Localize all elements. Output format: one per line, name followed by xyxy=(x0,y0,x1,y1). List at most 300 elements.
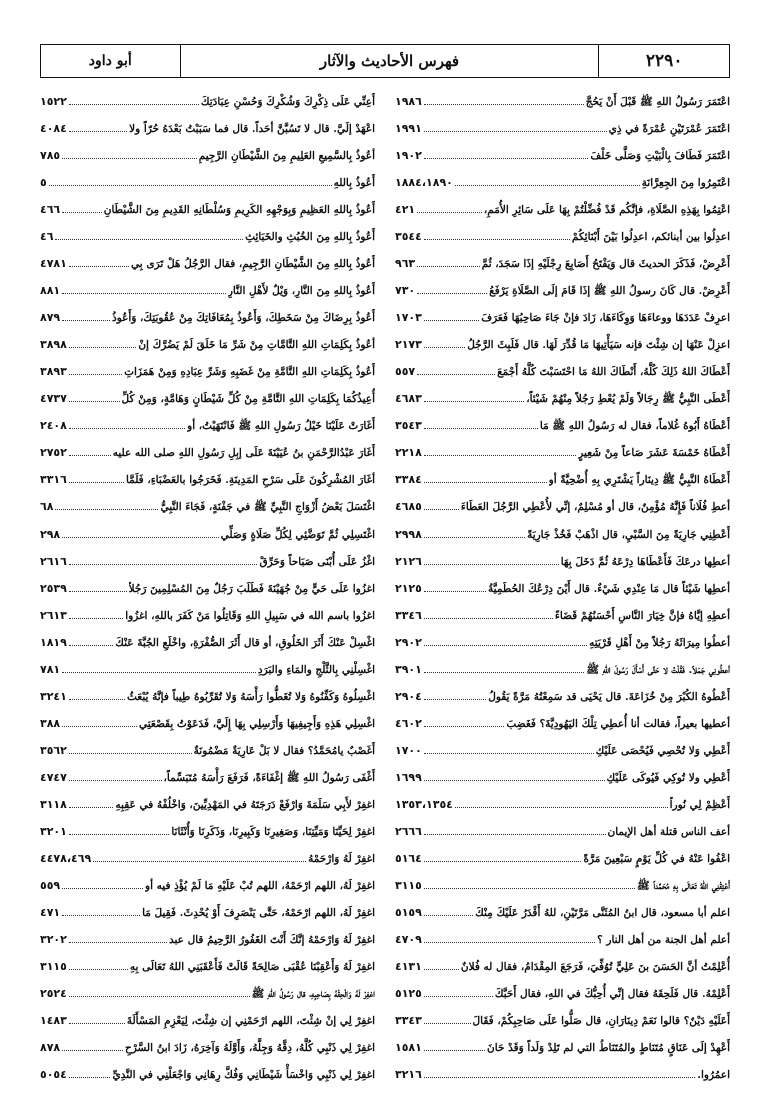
hadith-number: ٤٤٧٨،٤٦٩ xyxy=(40,851,92,865)
hadith-text: أَعْظِمْ لِي نُوراً xyxy=(669,798,730,811)
index-entry xyxy=(40,439,375,466)
index-entry xyxy=(395,493,730,520)
hadith-text: أَعُوذُ بِاللهِ مِنَ الخُبُثِ والخَبَائِثِ xyxy=(245,231,375,244)
leader-dots xyxy=(69,645,113,646)
book-name: أبو داود xyxy=(41,45,181,77)
leader-dots xyxy=(62,672,256,673)
hadith-text: اغفِرْ لَهُ، اللهم ارْحَمْهُ، اللهم تُبْ عَلَيْهِ مَا لَمْ يُؤْذِ فيه أو xyxy=(145,879,375,892)
hadith-text: اغفِرْ لِي ذَنْبِي وَاخْسَأْ شَيْطَانِي وَفُكَّ رِهَانِي وَاجْعَلْنِي في النَّدِيِّ xyxy=(112,1069,375,1082)
index-entry xyxy=(40,818,375,845)
index-entry xyxy=(395,737,730,764)
hadith-number: ٣١١٨ xyxy=(40,797,67,811)
leader-dots xyxy=(424,645,587,646)
hadith-text: أَعُوذُ بِكَلِمَاتِ اللهِ التَّامَّةِ مِنْ غَضَبِهِ وَشَرِّ عِبَادِهِ وَمِنْ هَمَزَاتِ xyxy=(124,366,375,379)
index-entry xyxy=(395,602,730,629)
index-entry xyxy=(40,872,375,899)
hadith-number: ٢٩٠٢ xyxy=(395,635,422,649)
hadith-number: ٧٣٠ xyxy=(395,284,416,298)
leader-dots xyxy=(69,347,136,348)
leader-dots xyxy=(424,104,584,105)
leader-dots xyxy=(49,185,332,186)
hadith-text: اغزُوا باسم الله في سَبِيلِ اللهِ وَقَاتِلُوا مَنْ كَفَرَ باللهِ، اغزُوا xyxy=(125,609,375,622)
hadith-text: اغفِرْ لِي ذَنْبِي كُلَّهُ، دِقَّهُ وَجِلَّهُ، وَأَوَّلَهُ وَآخِرَهُ، زَادَ ابنُ السَّرْحِ xyxy=(124,1042,375,1055)
hadith-text: أَعْطَاهُ النَّبِيُّ ﷺ دِينَاراً يَشْتَرِي بِهِ أُضْحِيَّةً أو xyxy=(548,474,730,487)
hadith-text: اعمُرُوا. xyxy=(697,1069,730,1082)
index-entry xyxy=(395,1034,730,1061)
hadith-number: ٧٨٥ xyxy=(40,149,61,163)
leader-dots xyxy=(417,293,487,294)
index-entry xyxy=(40,656,375,683)
index-entry xyxy=(395,899,730,926)
hadith-number: ٣٣١٦ xyxy=(40,473,67,487)
hadith-text: أعطِهِ إيَّاهُ فإنَّ خِيَارَ النَّاسِ أَحْسَنُهُمْ قَضَاءً xyxy=(554,609,730,622)
hadith-text: اعزِلْ عَنْهَا إن شِئْتَ فإنه سَيَأْتِيهَا مَا قُدِّرَ لَهَا. قال فَلَبِثَ الرَّجُلُ xyxy=(467,339,730,352)
leader-dots xyxy=(69,591,127,592)
hadith-number: ٣٥٤٣ xyxy=(395,419,422,433)
leader-dots xyxy=(69,807,114,808)
hadith-text: أَعْلِمْهُ. قال فَلَحِقَهُ فقال إنِّي أُحِبُّكَ في اللهِ، فقال أَحَبَّكَ xyxy=(494,988,730,1001)
hadith-text: أَعْطَاهُ خَمْسَةَ عَشَرَ صَاعاً مِنْ شَعِيرٍ xyxy=(578,447,730,460)
hadith-text: أعطُوا مِيرَاثَهُ رَجُلاً مِنْ أَهْلِ قَرْيَتِهِ xyxy=(589,636,730,649)
hadith-number: ٤٢١ xyxy=(395,203,416,217)
index-entry xyxy=(395,521,730,548)
leader-dots xyxy=(93,861,306,862)
hadith-number: ٩٦٣ xyxy=(395,257,416,271)
hadith-text: أعطِ فُلَاناً فَإِنَّهُ مُؤْمِنٌ، قال أو مُسْلِمٌ، إنِّي لأُعْطِي الرَّجُلَ العَطَاءَ xyxy=(460,501,730,514)
hadith-text: اعْتَمِرُوا مِنَ الجِعِرَّانَةِ xyxy=(641,177,730,190)
hadith-number: ١٣٥٣،١٣٥٤ xyxy=(395,797,453,811)
hadith-number: ٣٣٤٦ xyxy=(395,608,422,622)
hadith-text: أعطُونِي جَمَلاً. فَقُلْتُ لا حَتَّى أَسْأَلَ رَسُولَ اللهِ ﷺ xyxy=(586,663,730,676)
index-entry xyxy=(40,304,375,331)
leader-dots xyxy=(62,158,197,159)
hadith-number: ٤٦٠٢ xyxy=(395,716,422,730)
hadith-text: اغْسِلْ عَنْكَ أَثَرَ الخَلُوقِ، أو قال أَثَرَ الصُّفْرَةِ، واخْلَعِ الجُبَّةَ عَنْكَ xyxy=(115,636,375,649)
index-entry xyxy=(395,791,730,818)
leader-dots xyxy=(69,428,185,429)
leader-dots xyxy=(424,1077,695,1078)
leader-dots xyxy=(455,185,640,186)
hadith-text: أعلم أهل الجنة من أهل النار ؟ xyxy=(597,933,730,946)
hadith-number: ٢٦٦٦ xyxy=(395,824,422,838)
leader-dots xyxy=(424,455,576,456)
hadith-text: أَغَارَ عَبْدُالرَّحْمَنِ بنُ عُيَيْنَةَ عَلَى إبِلِ رَسُولِ اللهِ صلى الله عليه xyxy=(112,447,375,460)
leader-dots xyxy=(55,239,243,240)
leader-dots xyxy=(69,996,250,997)
index-entry xyxy=(395,926,730,953)
hadith-text: اعْتَمَرَ رَسُولُ اللهِ ﷺ قَبْلَ أَنْ يَحُجَّ xyxy=(585,96,730,108)
hadith-number: ١٧٠٠ xyxy=(395,743,422,757)
hadith-number: ١٨١٩ xyxy=(40,635,67,649)
hadith-number: ٤٧١ xyxy=(40,905,61,919)
index-entry xyxy=(40,1061,375,1088)
index-entry xyxy=(40,223,375,250)
leader-dots xyxy=(69,131,127,132)
leader-dots xyxy=(424,158,589,159)
index-entry xyxy=(395,1007,730,1034)
hadith-text: أعُوذُ بِالسَّمِيعِ العَلِيمِ مِنَ الشَّيْطَانِ الرَّجِيمِ xyxy=(198,150,375,163)
leader-dots xyxy=(424,482,547,483)
leader-dots xyxy=(424,239,570,240)
hadith-text: اعْتَمَرَ فَطَافَ بِالْبَيْتِ وَصَلَّى خَلْفَ xyxy=(590,150,730,163)
hadith-number: ٣٣٨٤ xyxy=(395,473,422,487)
index-entry xyxy=(40,115,375,142)
index-entry xyxy=(40,899,375,926)
leader-dots xyxy=(417,374,495,375)
leader-dots xyxy=(424,509,459,510)
hadith-text: اغزُوا عَلَى حَيٍّ مِنْ جُهَيْنَةَ فَطَلَبَ رَجُلٌ مِنَ المُسْلِمِينَ رَجُلاً xyxy=(128,582,375,595)
hadith-number: ٥١٢٥ xyxy=(395,987,422,1001)
hadith-text: أَعْهِدْ إلَى عَنَاقٍ مُتَنَاطٍ والمُتَنَاطُ التي لم تَلِدْ وَلَداً وَقَدْ حَانَ xyxy=(487,1042,730,1055)
index-entry xyxy=(395,764,730,791)
leader-dots xyxy=(69,455,111,456)
hadith-number: ٦٨ xyxy=(40,500,54,514)
hadith-text: اعلم أبا مسعود، قال ابنُ المُثَنَّى مَرَّتَيْنِ، للهُ أَقْدَرُ عَلَيْكَ مِنْكَ xyxy=(475,906,730,919)
hadith-text: أَعُوذُ بِاللهِ مِنَ الشَّيْطَانِ الرَّجِيمِ، فقال الرَّجُلُ هَلْ تَرَى بِي xyxy=(131,258,375,271)
index-entry xyxy=(395,629,730,656)
leader-dots xyxy=(62,537,218,538)
hadith-number: ٢١٧٣ xyxy=(395,338,422,352)
leader-dots xyxy=(424,537,525,538)
hadith-number: ٤١٣١ xyxy=(395,960,422,973)
hadith-number: ٣٢٤١ xyxy=(40,689,67,703)
hadith-number: ٢٦١٦ xyxy=(40,554,67,568)
hadith-text: أَغْفَى رَسُولُ اللهِ ﷺ إغْفَاءَةً، فَرَفَعَ رَأْسَهُ مُتَبَسِّماً، xyxy=(163,771,375,784)
hadith-text: أَعْطُوهُ الكُبْرَ مِنْ خُزَاعَةَ. قال يَحْيَى قد سَمِعْتُهُ مَرَّةً يَقُولُ xyxy=(488,690,730,703)
hadith-text: اغْزُ عَلَى أُبْنَى صَبَاحاً وَحَرِّقْ xyxy=(259,555,375,568)
index-entry xyxy=(40,88,375,115)
hadith-number: ٤٦٨٥ xyxy=(395,500,422,514)
leader-dots xyxy=(424,942,595,943)
hadith-number: ٨٧٩ xyxy=(40,311,61,325)
hadith-number: ٥٠٥٤ xyxy=(40,1068,67,1082)
leader-dots xyxy=(69,699,125,700)
hadith-text: اغْسِلُوهُ وَكَفِّنُوهُ وَلا تُغَطُّوا رَأْسَهُ وَلا تُقَرِّبُوهُ طِيباً فإنَّهُ يُبْعَثُ xyxy=(126,690,375,703)
hadith-number: ٥١٦٤ xyxy=(395,851,422,865)
hadith-number: ١٨٨٤،١٨٩٠ xyxy=(395,176,453,190)
hadith-number: ١٤٨٣ xyxy=(40,1014,67,1028)
hadith-text: أَعْرِضْ، فَذَكَرَ الحديثَ قال وَيَفْتَحُ أَصَابِعَ رِجْلَيْهِ إذَا سَجَدَ، ثُمَّ xyxy=(481,258,730,271)
leader-dots xyxy=(69,266,129,267)
index-entry xyxy=(395,818,730,845)
hadith-text: أعطِها درعَكَ فَأَعْطَاهَا دِرْعَهُ ثُمَّ دَخَلَ بِهَا xyxy=(560,555,730,568)
leader-dots xyxy=(424,591,486,592)
index-entry xyxy=(395,304,730,331)
leader-dots xyxy=(62,1050,123,1051)
right-column xyxy=(395,88,730,1088)
hadith-text: أَعُوذُ بِاللهِ العَظِيمِ وَبِوَجْهِهِ الكَرِيمِ وَسُلْطَانِهِ القَدِيمِ مِنَ الشَّيْطَانِ xyxy=(103,204,375,217)
index-entry xyxy=(395,683,730,710)
leader-dots xyxy=(69,482,124,483)
hadith-number: ٤٦ xyxy=(40,230,54,244)
leader-dots xyxy=(62,915,140,916)
hadith-number: ٢١٢٥ xyxy=(395,581,422,595)
index-entry xyxy=(395,466,730,493)
hadith-number: ٧٨١ xyxy=(40,662,61,676)
leader-dots xyxy=(69,618,123,619)
index-entry xyxy=(40,953,375,980)
index-page xyxy=(40,44,730,1094)
hadith-number: ٣١١٥ xyxy=(395,878,422,892)
leader-dots xyxy=(69,104,199,105)
hadith-text: أَعْطَى النَّبِيُّ ﷺ رِجَالاً وَلَمْ يُعْطِ رَجُلاً مِنْهُمْ شَيْئاً، xyxy=(526,393,730,406)
hadith-number: ٤٧٨١ xyxy=(40,257,67,271)
index-entry xyxy=(40,791,375,818)
leader-dots xyxy=(424,320,479,321)
index-entry xyxy=(395,115,730,142)
index-entry xyxy=(40,521,375,548)
hadith-text: اغفِرْ لَهُ، اللهم ارْحَمْهُ، حَتَّى يَنْصَرِفَ أَوْ يُحْدِثَ. فَقِيلَ مَا xyxy=(142,906,375,919)
leader-dots xyxy=(417,266,480,267)
index-entry xyxy=(40,602,375,629)
index-entry xyxy=(395,196,730,223)
leader-dots xyxy=(62,212,102,213)
hadith-number: ٢١٢٦ xyxy=(395,554,422,568)
index-entry xyxy=(395,980,730,1007)
hadith-text: أَعِنِّي عَلَى ذِكْرِكَ وَشُكْرِكَ وَحُسْنِ عِبَادَتِكَ xyxy=(200,96,375,108)
index-entry xyxy=(40,683,375,710)
leader-dots xyxy=(424,699,486,700)
index-entry xyxy=(395,331,730,358)
index-entry xyxy=(395,277,730,304)
leader-dots xyxy=(62,293,226,294)
hadith-number: ٣٨٨ xyxy=(40,716,61,730)
index-entry xyxy=(40,845,375,872)
hadith-text: أَعُوذُ بِرِضَاكَ مِنْ سَخَطِكَ، وَأَعُوذُ بِمُعَافَاتِكَ مِنْ عُقُوبَتِكَ، وَأَعُوذُ xyxy=(112,312,375,325)
leader-dots xyxy=(424,1050,485,1051)
hadith-number: ٨٧٨ xyxy=(40,1041,61,1055)
hadith-text: أُعْلِمْتُ أنَّ الحَسَنَ بنَ عَلِيٍّ تُوُفِّيَ، فَرَجَعَ المِقْدَامُ، فقال له فُلانٌ xyxy=(460,961,730,973)
hadith-number: ٥٥٩ xyxy=(40,878,61,892)
index-entry xyxy=(40,169,375,196)
index-entry xyxy=(40,331,375,358)
hadith-text: أَعَلَيْهِ دَيْنٌ؟ قالوا نَعَمْ دِينَارَانِ، قال صَلُّوا عَلَى صَاحِبِكُمْ، فَقَالَ xyxy=(472,1015,730,1028)
index-entry xyxy=(40,142,375,169)
leader-dots xyxy=(424,996,493,997)
index-entry xyxy=(395,710,730,737)
hadith-number: ٢٢١٨ xyxy=(395,446,422,460)
leader-dots xyxy=(424,780,605,781)
index-entry xyxy=(40,1007,375,1034)
index-entry xyxy=(40,385,375,412)
index-entry xyxy=(395,385,730,412)
hadith-text: أَعْطِي وَلا تُحْصِي فَيُحْصَى عَلَيْكِ xyxy=(595,744,730,757)
index-entry xyxy=(40,277,375,304)
hadith-number: ٣٥٦٢ xyxy=(40,743,67,757)
leader-dots xyxy=(424,1023,471,1024)
leader-dots xyxy=(424,428,538,429)
index-entry xyxy=(395,250,730,277)
hadith-text: اغفِرْ لَهُ وَأَعْقِبْنَا عُقْبَى صَالِحَةً قَالَتْ فَأَعْقَبَنِي اللهُ تَعَالَى بِهِ xyxy=(129,961,375,973)
hadith-number: ١٩٨٦ xyxy=(395,95,422,108)
index-entry xyxy=(395,169,730,196)
index-entry xyxy=(40,466,375,493)
hadith-number: ٥١٥٩ xyxy=(395,905,422,919)
index-entry xyxy=(395,358,730,385)
index-entry xyxy=(40,737,375,764)
index-entry xyxy=(395,439,730,466)
leader-dots xyxy=(62,726,137,727)
leader-dots xyxy=(69,1077,111,1078)
leader-dots xyxy=(424,564,559,565)
index-entry xyxy=(395,142,730,169)
hadith-text: أعف الناس قتلة أهل الإيمان xyxy=(607,825,730,838)
index-entry xyxy=(395,872,730,899)
index-entry xyxy=(395,412,730,439)
leader-dots xyxy=(424,969,459,970)
leader-dots xyxy=(424,726,505,727)
hadith-text: اغفِرْ لَهُ وَارْحَمْهُ xyxy=(308,852,375,865)
hadith-text: أَعْطَاهُ أَبُوهُ غُلاماً، فقال له رَسُولُ اللهِ ﷺ مَا xyxy=(539,420,730,433)
hadith-number: ٤٠٨٤ xyxy=(40,122,67,136)
hadith-text: اغفِرْ لِي إنْ شِئْتَ، اللهم ارْحَمْنِي إن شِئْتَ، لِيَعْزِمِ المَسْأَلَةَ xyxy=(126,1015,375,1028)
leader-dots xyxy=(424,834,606,835)
hadith-text: أَغَارَتْ عَلَيْنَا خَيْلُ رَسُولِ اللهِ ﷺ فَانْتَهَيْتُ، أو xyxy=(187,420,375,433)
leader-dots xyxy=(69,834,169,835)
hadith-text: اغْتَسِلِي ثُمَّ تَوَضَّئِي لِكُلِّ صَلَاةٍ وَصَلِّي xyxy=(220,528,375,541)
hadith-number: ١٩٠٢ xyxy=(395,149,422,163)
hadith-text: أَعْتِقْنِي اللهُ تَعَالَى بِهِ مُحَمَّداً ﷺ xyxy=(636,879,730,892)
index-entry xyxy=(40,250,375,277)
index-entry xyxy=(40,764,375,791)
hadith-number: ١٧٠٣ xyxy=(395,311,422,325)
hadith-text: أعُوذُ بِكَلِمَاتِ اللهِ التَّامَّاتِ مِنْ شَرِّ مَا خَلَقَ لَمْ يَضُرَّكَ إنْ xyxy=(138,339,375,352)
leader-dots xyxy=(417,212,482,213)
left-column xyxy=(40,88,375,1088)
index-entry xyxy=(40,493,375,520)
hadith-text: اغفِرْ لأَبِي سَلَمَةَ وَارْفَعْ دَرَجَتَهُ في المَهْدِيِّينَ، وَاخْلُفْهُ في عَقِبِهِ xyxy=(115,798,375,811)
hadith-number: ٤٧٣٧ xyxy=(40,392,67,406)
hadith-number: ٢٦١٣ xyxy=(40,608,67,622)
hadith-text: اعرِفْ عَدَدَهَا ووعاءَهَا وَوِكَاءَهَا، زَادَ فإنْ جَاءَ صَاحِبُهَا فَعَرَفَ xyxy=(481,312,730,325)
hadith-number: ٣٢٠٢ xyxy=(40,932,67,946)
index-entry xyxy=(40,926,375,953)
leader-dots xyxy=(424,861,582,862)
leader-dots xyxy=(424,915,473,916)
index-entry xyxy=(395,953,730,980)
leader-dots xyxy=(62,320,110,321)
leader-dots xyxy=(69,374,122,375)
leader-dots xyxy=(55,509,158,510)
index-entry xyxy=(395,548,730,575)
hadith-number: ٢٤٠٨ xyxy=(40,419,67,433)
index-entry xyxy=(40,710,375,737)
page-number: ٢٢٩٠ xyxy=(645,51,683,71)
hadith-text: أُعِيذُكُمَا بِكَلِمَاتِ اللهِ التَّامَّةِ مِنْ كُلِّ شَيْطَانٍ وَهَامَّةٍ، وَمِنْ كُلِّ xyxy=(121,393,375,406)
hadith-text: أَعُوذُ بِاللهِ xyxy=(333,177,375,190)
index-entry xyxy=(40,196,375,223)
hadith-number: ٤٧٤٧ xyxy=(40,770,67,784)
leader-dots xyxy=(424,672,585,673)
hadith-text: اغْسِلِي هَذِهِ وَأَجِيفِيهَا وَأَرْسِلِي بِهَا إِلَيَّ، فَدَعَوْتُ بِقَصْعَتِي xyxy=(138,717,375,730)
hadith-text: اغفِرْ لِحَيِّنَا وَمَيِّتِنَا، وَصَغِيرِنَا وَكَبِيرِنَا، وَذَكَرِنَا وَأُنْثَانَا xyxy=(171,825,375,838)
index-entry xyxy=(40,629,375,656)
leader-dots xyxy=(424,618,553,619)
hadith-number: ١٩٩١ xyxy=(395,122,422,136)
hadith-text: أَغَصْبٌ يامُحَمَّدُ؟ فقال لا بَلْ عَارِيَةٌ مَضْمُونَةٌ xyxy=(193,744,375,757)
index-entry xyxy=(395,1061,730,1088)
hadith-number: ٢٩٠٤ xyxy=(395,689,422,703)
leader-dots xyxy=(424,347,465,348)
hadith-number: ٢٧٥٢ xyxy=(40,446,67,460)
leader-dots xyxy=(69,942,167,943)
index-entry xyxy=(40,575,375,602)
hadith-number: ٥ xyxy=(40,176,47,190)
hadith-text: اعْتَمَرَ عُمْرَتَيْنِ عُمْرَةً في ذِي xyxy=(608,123,730,136)
hadith-number: ٤٦٦ xyxy=(40,203,61,217)
hadith-number: ٣٢١٦ xyxy=(395,1068,422,1082)
leader-dots xyxy=(455,807,668,808)
hadith-text: أَعْطَاكَ اللهُ ذَلِكَ كُلَّهُ، أَنْطَاكَ اللهُ مَا احْتَسَبْتَ كُلَّهُ أَجْمَعَ xyxy=(497,366,730,379)
hadith-number: ٣٩٠١ xyxy=(395,662,422,676)
hadith-text: اغفِرْ لَهُ وَالْحِقْهُ بِصَاحِبِهِ، قال رَسُولُ اللهِ ﷺ xyxy=(251,988,375,1001)
hadith-text: أعطِها شَيْئاً قال مَا عِنْدِي شَيْءٌ. قال أَيْنَ دِرْعُكَ الحُطَمِيَّةُ xyxy=(488,582,730,595)
leader-dots xyxy=(69,969,128,970)
hadith-number: ٢٩٩٨ xyxy=(395,527,422,541)
hadith-text: أَعْطِي ولا تُوكِي فَيُوكَى عَلَيْكِ xyxy=(606,771,730,784)
hadith-number: ١٦٩٩ xyxy=(395,770,422,784)
leader-dots xyxy=(62,888,143,889)
index-columns xyxy=(40,88,730,1088)
hadith-text: أعطيها بعيراً، فقالت أنا أُعطِي تِلْكَ اليَهُودِيَّةَ؟ فَغَضِبَ xyxy=(506,717,730,730)
index-title: فهرس الأحاديث والآثار xyxy=(181,45,600,77)
hadith-number: ٤٦٨٣ xyxy=(395,392,422,406)
leader-dots xyxy=(424,888,635,889)
hadith-text: اعدِلُوا بين أبنائكم، اعدِلُوا بَيْنَ أَبْنَائِكُمْ xyxy=(571,231,730,244)
leader-dots xyxy=(424,401,524,402)
hadith-text: أَعُوذُ بِاللهِ مِنَ النَّارِ، وَيْلٌ لأَهْلِ النَّارِ xyxy=(227,285,375,298)
leader-dots xyxy=(69,753,192,754)
hadith-text: أَعْطِنِي جَارِيَةً مِنَ السَّبْيِ، قال اذْهَبْ فَخُذْ جَارِيَةً xyxy=(527,528,730,541)
index-entry xyxy=(40,980,375,1007)
hadith-number: ٣٢٠١ xyxy=(40,824,67,838)
hadith-text: اغفِرْ لَهُ وَارْحَمْهُ إنَّكَ أَنْتَ الغَفُورُ الرَّحِيمُ قال عبد xyxy=(168,933,375,946)
index-entry xyxy=(40,412,375,439)
index-entry xyxy=(395,656,730,683)
leader-dots xyxy=(69,780,162,781)
hadith-text: أغَارَ المُشْرِكُونَ عَلَى سَرْحِ المَدِينَةِ. فَخَرَجُوا بالعَضْبَاءِ، فَلَمَّا xyxy=(125,474,375,487)
hadith-text: اعْهَدْ إلَيَّ. قال لا تَسُبَّنَّ أحَداً. قال فما سَبَبْتُ بَعْدَهُ حُرّاً ولا xyxy=(129,123,375,136)
index-entry xyxy=(40,1034,375,1061)
index-entry xyxy=(395,845,730,872)
hadith-number: ١٥٨١ xyxy=(395,1041,422,1055)
hadith-text: اغْتَسَلَ بَعْضُ أَزْوَاجِ النَّبِيِّ ﷺ في جَفْنَةٍ، فَجَاءَ النَّبِيُّ xyxy=(160,501,375,514)
hadith-text: اغْسِلْنِي بِالثَّلْجِ والمَاءِ والبَرَدِ xyxy=(257,663,375,676)
hadith-number: ٢٩٨ xyxy=(40,527,61,541)
leader-dots xyxy=(424,131,607,132)
hadith-number: ٨٨١ xyxy=(40,284,61,298)
index-entry xyxy=(40,358,375,385)
hadith-number: ٣٨٩٣ xyxy=(40,365,67,379)
hadith-text: اعْفُوا عَنْهُ في كُلِّ يَوْمٍ سَبْعِينَ مَرَّةً xyxy=(583,852,730,865)
page-header xyxy=(40,44,730,78)
leader-dots xyxy=(424,753,594,754)
leader-dots xyxy=(69,1023,125,1024)
hadith-number: ٥٥٧ xyxy=(395,365,416,379)
hadith-number: ٢٥٢٤ xyxy=(40,987,67,1001)
index-entry xyxy=(40,548,375,575)
hadith-text: اعْتِمُوا بِهَذِهِ الصَّلَاةِ، فإنَّكُم قَدْ فُضِّلْتُمْ بِهَا عَلَى سَائِرِ الأُمَمِ، xyxy=(483,204,730,217)
leader-dots xyxy=(69,564,258,565)
hadith-text: أَعْرِضْ. قال كَانَ رسولُ اللهِ ﷺ إذَا قَامَ إلَى الصَّلَاةِ يَرْفَعُ xyxy=(489,285,730,298)
leader-dots xyxy=(69,401,120,402)
hadith-number: ٣٥٤٤ xyxy=(395,230,422,244)
index-entry xyxy=(395,575,730,602)
hadith-number: ٣٣٤٣ xyxy=(395,1014,422,1028)
hadith-number: ١٥٢٢ xyxy=(40,95,67,108)
hadith-number: ٢٥٣٩ xyxy=(40,581,67,595)
hadith-number: ٤٧٠٩ xyxy=(395,932,422,946)
